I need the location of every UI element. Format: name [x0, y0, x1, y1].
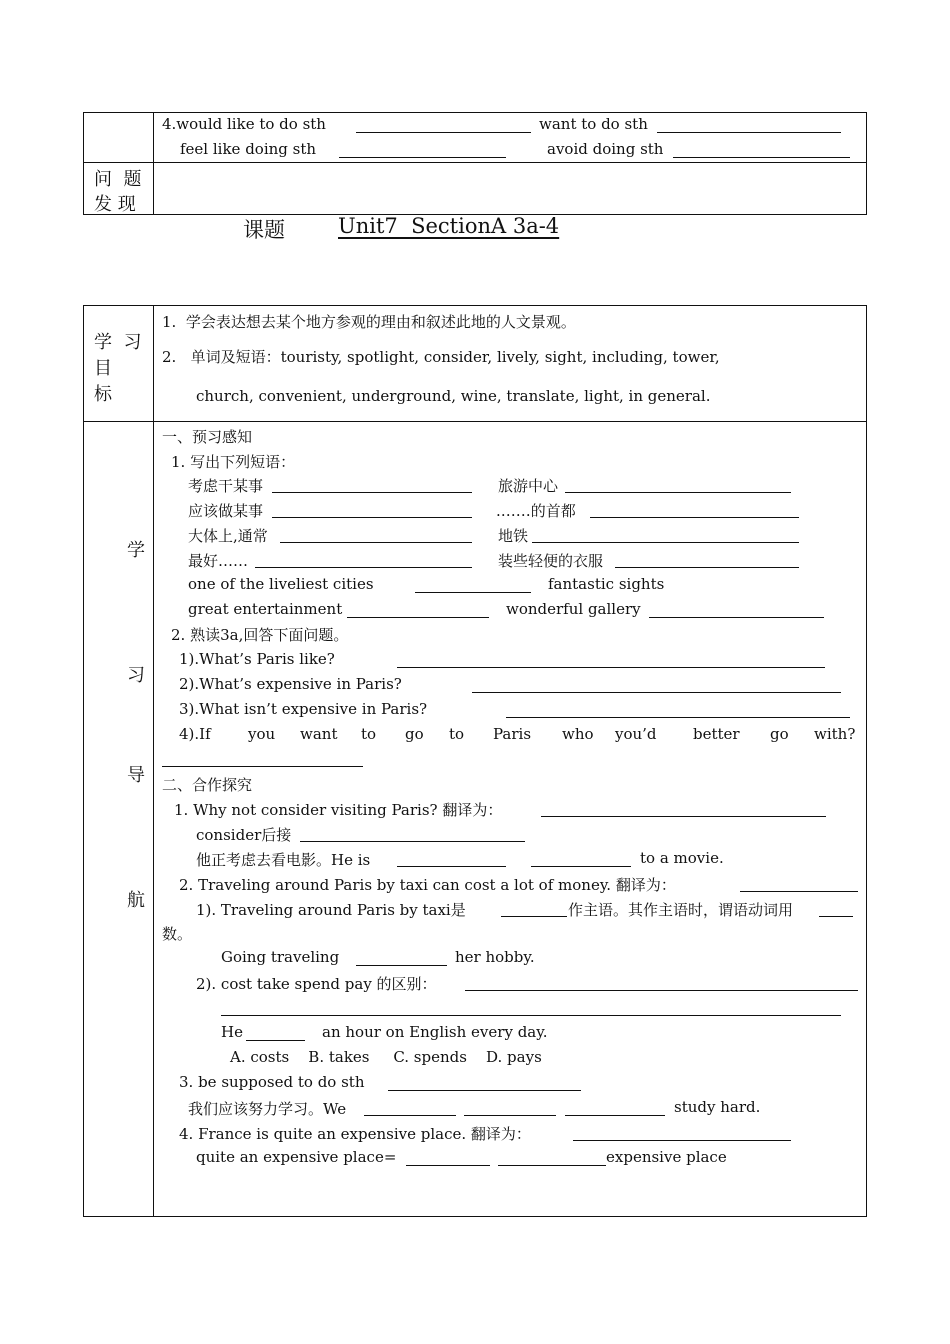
c2b-1: Going traveling [221, 948, 340, 966]
question-2: 2. 熟读3a,回答下面问题。 [171, 626, 349, 644]
c2: 2. Traveling around Paris by taxi can cost a lot of money. 翻译为： [179, 876, 676, 894]
blank[interactable] [415, 592, 531, 593]
q2-item-4-w9: you’d [615, 725, 657, 743]
blank[interactable] [280, 542, 472, 543]
blank[interactable] [406, 1165, 490, 1166]
c2a-1: 1). Traveling around Paris by taxi是 [196, 901, 466, 919]
guide-label-3: 导 [127, 765, 145, 786]
answer-line[interactable] [300, 841, 525, 842]
blank[interactable] [364, 1115, 456, 1116]
c3a-1: 我们应该努力学习。We [188, 1100, 347, 1118]
q2-item-4-w12: with? [814, 725, 856, 743]
guide-label-1: 学 [127, 540, 145, 561]
c1a: consider后接 [196, 826, 292, 844]
phrase-fantastic: fantastic sights [548, 575, 665, 593]
blank[interactable] [339, 157, 506, 158]
blank[interactable] [532, 542, 799, 543]
blank[interactable] [657, 132, 841, 133]
guide-label-4: 航 [127, 890, 145, 911]
answer-line[interactable] [388, 1090, 581, 1091]
phrase-left-2: 应该做某事 [188, 502, 264, 520]
c1b-1: 他正考虑去看电影。He is [196, 851, 371, 869]
main-table-row-divider [83, 421, 867, 422]
goal-item-1: 1. 学会表达想去某个地方参观的理由和叙述此地的人文景观。 [162, 313, 576, 331]
answer-line[interactable] [573, 1140, 791, 1141]
phrase-gallery: wonderful gallery [506, 600, 641, 618]
q2-item-4-w8: who [562, 725, 594, 743]
c2a2: 数。 [162, 925, 193, 943]
blank[interactable] [272, 517, 472, 518]
blank[interactable] [464, 1115, 556, 1116]
blank[interactable] [356, 965, 447, 966]
phrase-entertainment: great entertainment [188, 600, 343, 618]
blank[interactable] [498, 1165, 606, 1166]
blank[interactable] [531, 866, 631, 867]
phrase-right-1: 旅游中心 [498, 477, 559, 495]
answer-line[interactable] [472, 692, 841, 693]
c1: 1. Why not consider visiting Paris? 翻译为： [174, 801, 503, 819]
blank[interactable] [272, 492, 472, 493]
phrase-right-2: .……的首都 [496, 502, 576, 520]
c2b-2: her hobby. [455, 948, 535, 966]
blank[interactable] [501, 916, 567, 917]
answer-line[interactable] [465, 990, 858, 991]
goals-label-2: 目 [94, 358, 112, 379]
heading-prefix: 课题 [243, 218, 285, 242]
phrase-feel-like: feel like doing sth [180, 140, 317, 158]
c2e-options: A. costs B. takes C. spends D. pays [230, 1048, 542, 1066]
answer-line[interactable] [506, 717, 850, 718]
phrase-left-1: 考虑干某事 [188, 477, 264, 495]
phrase-would-like: 4.would like to do sth [162, 115, 326, 133]
blank[interactable] [565, 1115, 665, 1116]
answer-line[interactable] [541, 816, 826, 817]
q2-item-4-w3: want [300, 725, 338, 743]
guide-label-2: 习 [127, 665, 145, 686]
goal-item-2b: church, convenient, underground, wine, translate, light, in general. [196, 387, 711, 405]
phrase-liveliest: one of the liveliest cities [188, 575, 374, 593]
blank[interactable] [649, 617, 824, 618]
main-table-divider [153, 305, 154, 1217]
blank[interactable] [356, 132, 531, 133]
blank[interactable] [615, 567, 799, 568]
blank[interactable] [565, 492, 791, 493]
c1b-2: to a movie. [640, 849, 724, 867]
phrase-left-3: 大体上,通常 [188, 527, 268, 545]
answer-line[interactable] [397, 667, 825, 668]
q2-item-4-w1: 4).If [179, 725, 211, 743]
c2d-2: an hour on English every day. [322, 1023, 548, 1041]
question-1: 1. 写出下列短语： [171, 453, 296, 471]
c2c: 2). cost take spend pay 的区别： [196, 975, 437, 993]
c3: 3. be supposed to do sth [179, 1073, 365, 1091]
blank[interactable] [590, 517, 799, 518]
q2-item-4-w7: Paris [493, 725, 532, 743]
c4a-1: quite an expensive place= [196, 1148, 397, 1166]
phrase-want-to: want to do sth [539, 115, 648, 133]
q2-item-4-w5: go [405, 725, 424, 743]
section-1-title: 一、预习感知 [162, 428, 253, 446]
phrase-right-3: 地铁 [498, 527, 529, 545]
goal-item-2: 2. 单词及短语：touristy, spotlight, consider, lively, sight, including, tower, [162, 348, 720, 366]
blank[interactable] [255, 567, 472, 568]
problem-label-2: 发 现 [94, 194, 136, 215]
blank[interactable] [673, 157, 850, 158]
q2-item-4-w4: to [361, 725, 377, 743]
answer-line[interactable] [162, 766, 363, 767]
heading-title: Unit7 SectionA 3a-4 [338, 214, 560, 238]
goals-label-1: 学 习 [94, 332, 142, 353]
answer-line[interactable] [221, 1015, 841, 1016]
phrase-avoid: avoid doing sth [547, 140, 664, 158]
c4: 4. France is quite an expensive place. 翻译为： [179, 1125, 531, 1143]
top-table-row-divider [83, 162, 867, 163]
c2a-2: 作主语。其作主语时，谓语动词用 [568, 901, 794, 919]
phrase-left-4: 最好…… [188, 552, 249, 570]
q2-item-2: 2).What’s expensive in Paris? [179, 675, 402, 693]
goals-label-3: 标 [94, 384, 112, 405]
top-table-divider [153, 112, 154, 215]
q2-item-4-w6: to [449, 725, 465, 743]
blank[interactable] [819, 916, 853, 917]
q2-item-4-w2: you [248, 725, 276, 743]
q2-item-4-w11: go [770, 725, 789, 743]
c3a-2: study hard. [674, 1098, 761, 1116]
c2d-1: He [221, 1023, 243, 1041]
q2-item-4-w10: better [693, 725, 740, 743]
c4a-2: expensive place [606, 1148, 727, 1166]
blank[interactable] [397, 866, 506, 867]
blank[interactable] [246, 1040, 305, 1041]
phrase-right-4: 装些轻便的衣服 [498, 552, 604, 570]
answer-line[interactable] [740, 891, 858, 892]
q2-item-1: 1).What’s Paris like? [179, 650, 335, 668]
problem-label-1: 问 题 [94, 169, 142, 190]
blank[interactable] [347, 617, 489, 618]
section-2-title: 二、合作探究 [162, 776, 253, 794]
q2-item-3: 3).What isn’t expensive in Paris? [179, 700, 428, 718]
